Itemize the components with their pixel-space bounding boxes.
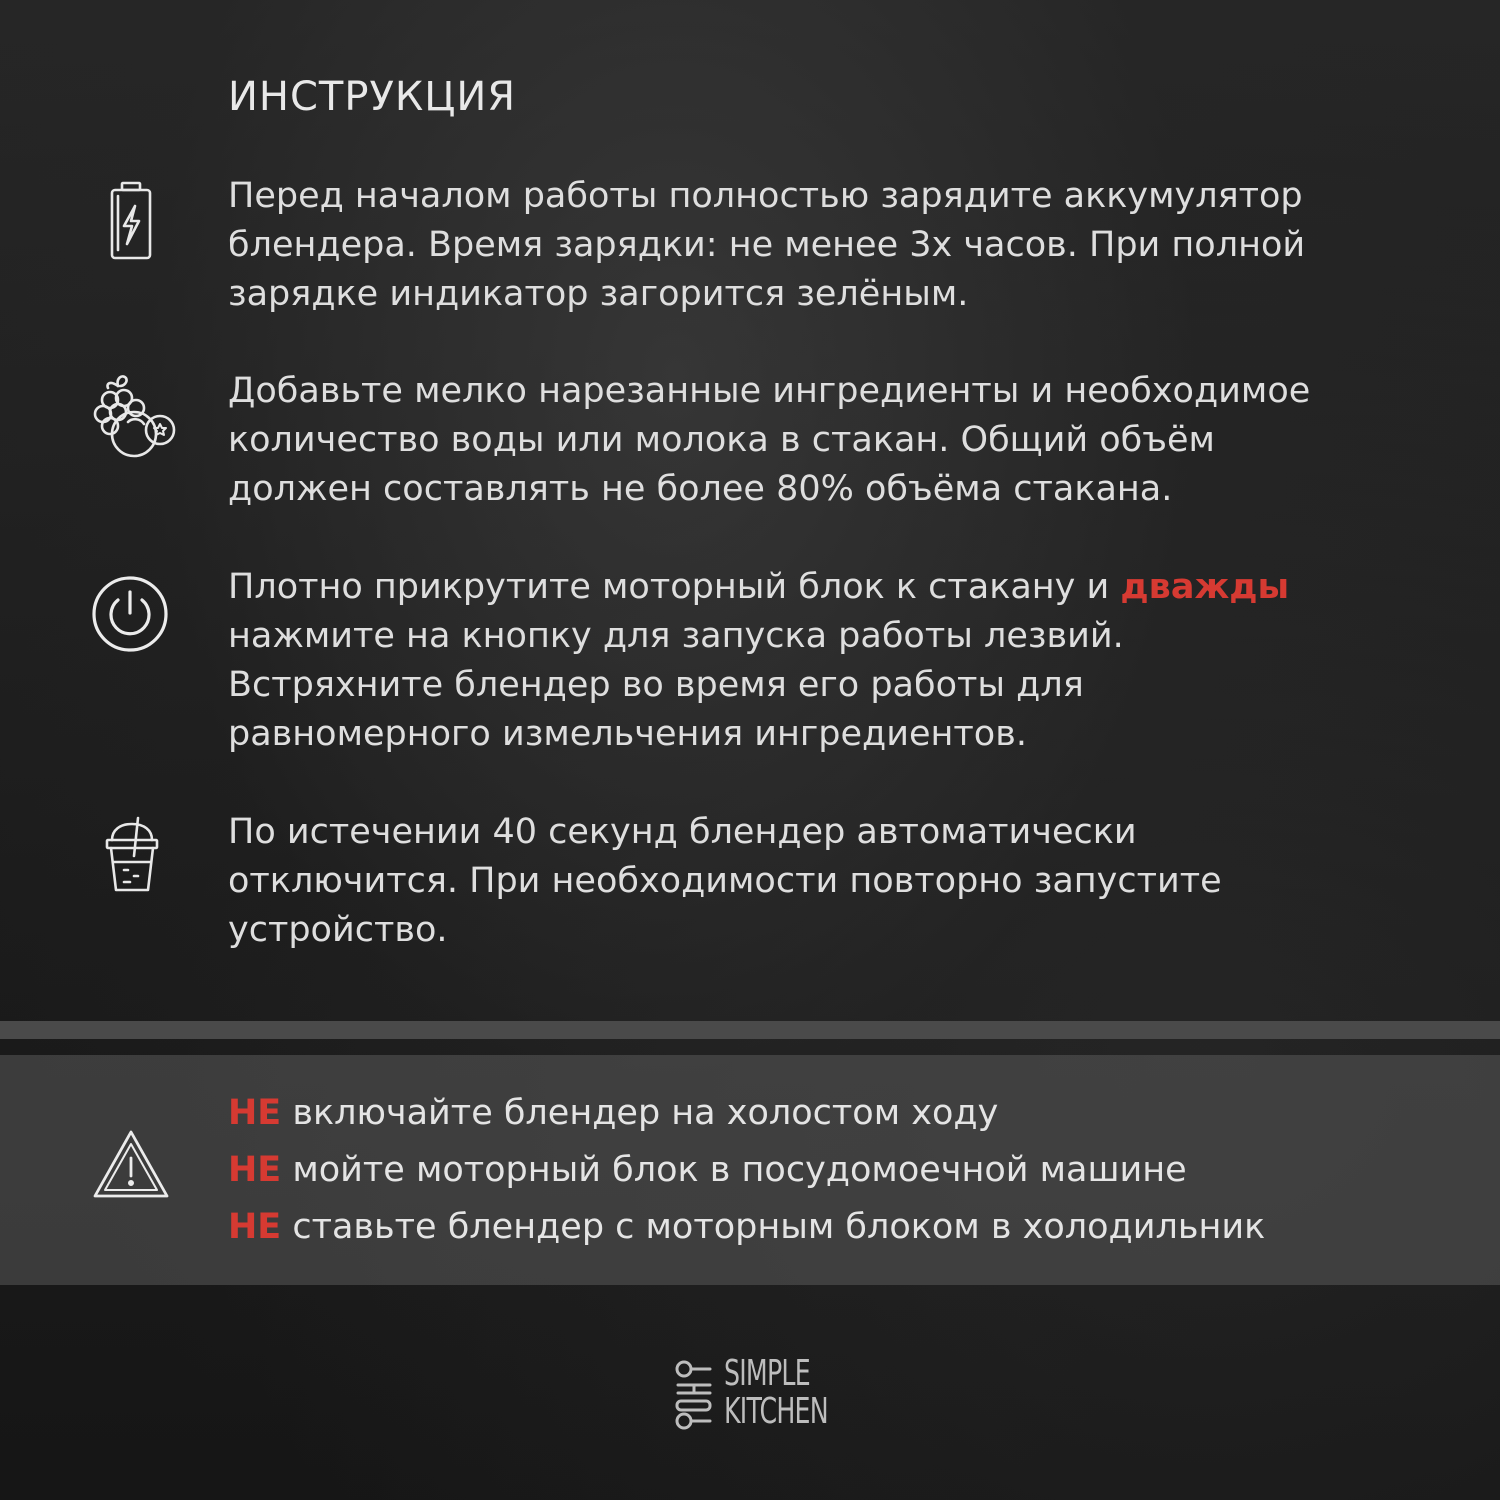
warning-item: НЕ ставьте блендер с моторным блоком в холодильник (228, 1207, 1266, 1247)
kitchen-utensils-logo-icon (672, 1359, 716, 1431)
divider-band (0, 1021, 1500, 1039)
brand-logo-text: SIMPLE KITCHEN (724, 1353, 828, 1432)
warning-prefix: НЕ (228, 1207, 282, 1247)
accent-word-twice: дважды (1120, 567, 1290, 607)
step-1-text: Перед началом работы полностью зарядите аккумулятор блендера. Время зарядки: не менее 3х часов. При полной зарядке индикатор загорится зелёным. (228, 176, 1306, 314)
fruits-icon (88, 372, 178, 460)
step-3-text-start: Плотно прикрутите моторный блок к стакану и (228, 567, 1121, 607)
brand-logo (672, 1355, 842, 1435)
power-button-icon (91, 575, 169, 653)
warning-item: НЕ включайте блендер на холостом ходу (228, 1093, 999, 1133)
warning-prefix: НЕ (228, 1150, 282, 1190)
step-3-text: Плотно прикрутите моторный блок к стакану и дважды нажмите на кнопку для запуска работы лезвий. Встряхните блендер во время его работы для равномерного измельчения ингредиентов. (228, 567, 1290, 754)
warning-item: НЕ мойте моторный блок в посудомоечной машине (228, 1150, 1187, 1190)
page-title: ИНСТРУКЦИЯ (228, 74, 517, 120)
warnings-list (228, 1085, 1265, 1256)
step-4-text: По истечении 40 секунд блендер автоматически отключится. При необходимости повторно запустите устройство. (228, 812, 1222, 950)
step-2-text: Добавьте мелко нарезанные ингредиенты и необходимое количество воды или молока в стакан. Общий объём должен составлять не более 80% объёма стакана. (228, 371, 1311, 509)
battery-charge-icon (108, 180, 154, 262)
warning-prefix: НЕ (228, 1093, 282, 1133)
smoothie-cup-icon (104, 816, 160, 896)
warning-triangle-icon (92, 1128, 170, 1200)
